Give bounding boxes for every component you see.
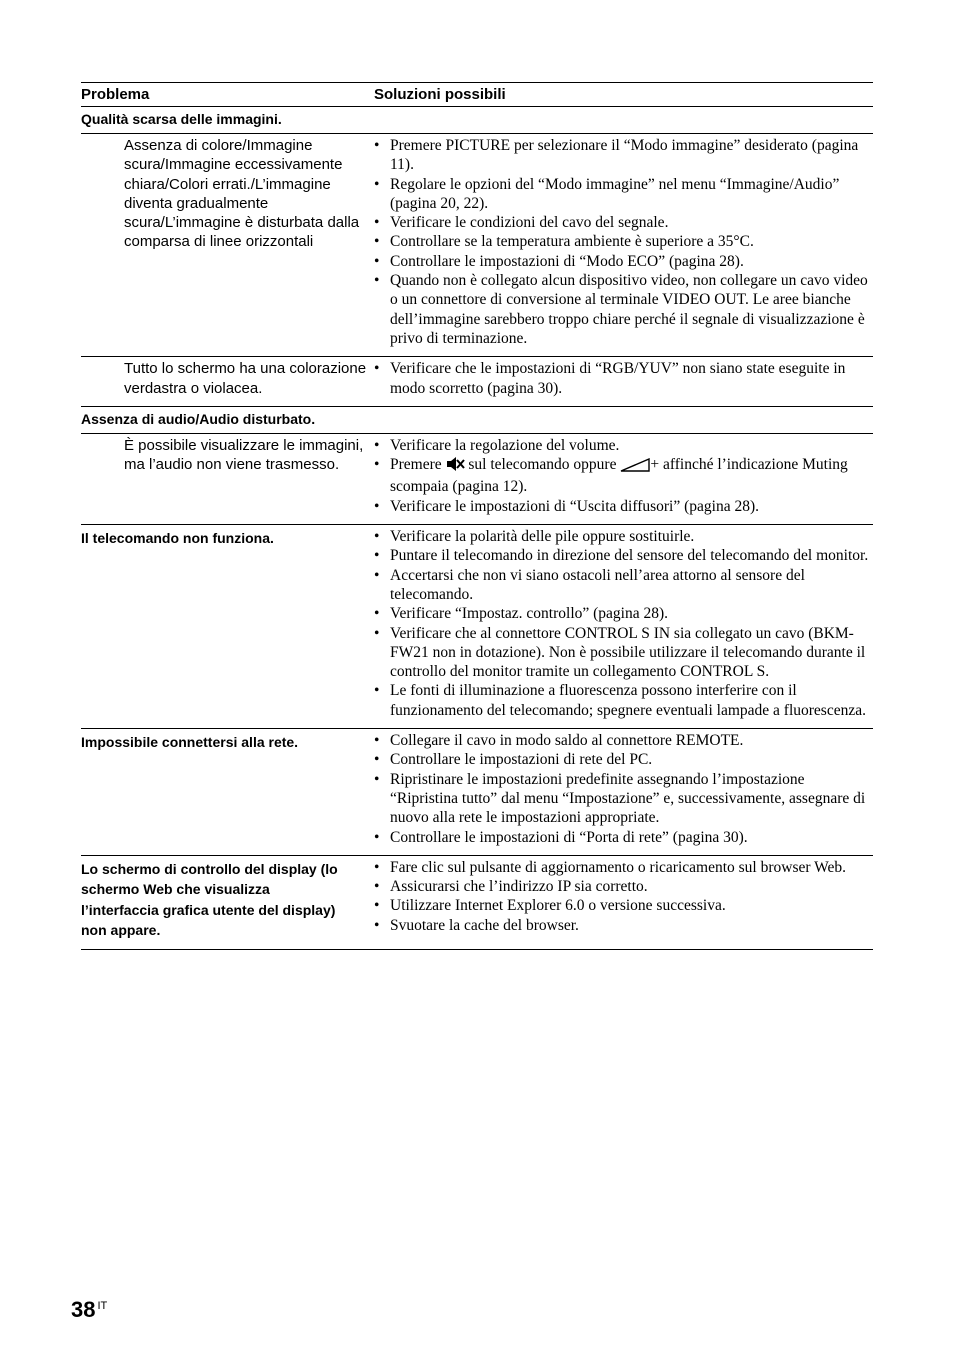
solution-item: • Premere PICTURE per selezionare il “Modo immagine” desiderato (pagina 11). — [374, 136, 873, 175]
solution-item: • Fare clic sul pulsante di aggiornamento o ricaricamento sul browser Web. — [374, 858, 873, 877]
solution-item: • Svuotare la cache del browser. — [374, 916, 873, 935]
solutions-cell — [374, 136, 873, 348]
category-title: Qualità scarsa delle immagini. — [81, 111, 282, 127]
table-row — [81, 433, 873, 524]
category-row — [81, 106, 873, 133]
category-row — [81, 406, 873, 433]
solution-item: • Controllare le impostazioni di rete del PC. — [374, 750, 873, 769]
solution-item: • Verificare “Impostaz. controllo” (pagina 28). — [374, 604, 873, 623]
solution-item: • Accertarsi che non vi siano ostacoli nell’area attorno al sensore del telecomando. — [374, 566, 873, 605]
solution-item: • Utilizzare Internet Explorer 6.0 o versione successiva. — [374, 896, 873, 915]
language-code: IT — [97, 1300, 108, 1312]
category-title: Assenza di audio/Audio disturbato. — [81, 410, 316, 427]
solution-item: • Verificare la regolazione del volume. — [374, 436, 873, 455]
table-row — [81, 855, 873, 950]
solution-item: • Ripristinare le impostazioni predefinite assegnando l’impostazione “Ripristina tutto” dal menu “Impostazione” e, successivamente, assegnare di nuovo alla rete le impostazioni appropriate. — [374, 770, 873, 828]
solution-item: • Verificare che le impostazioni di “RGB/YUV” non siano state eseguite in modo scorretto (pagina 30). — [374, 359, 873, 398]
muting-text-1: Premere — [390, 456, 442, 474]
solutions-cell — [374, 359, 873, 398]
header-problem: Problema — [81, 86, 150, 103]
table-header — [81, 82, 873, 106]
category-title: Lo schermo di controllo del display (lo schermo Web che visualizza l’interfaccia grafica utente del display) non appare. — [81, 860, 338, 939]
muting-text-2: sul telecomando oppure — [468, 456, 617, 474]
solution-item: • Regolare le opzioni del “Modo immagine” nel menu “Immagine/Audio” (pagina 20, 22). — [374, 175, 873, 214]
solution-item: • Assicurarsi che l’indirizzo IP sia corretto. — [374, 877, 873, 896]
solution-item: • Verificare le condizioni del cavo del segnale. — [374, 213, 873, 232]
solutions-cell — [374, 731, 873, 847]
solution-item: • Controllare le impostazioni di “Porta di rete” (pagina 30). — [374, 828, 873, 847]
solutions-cell — [374, 436, 873, 516]
page-footer — [71, 1297, 107, 1323]
solution-item: • Quando non è collegato alcun dispositivo video, non collegare un cavo video o un connettore di conversione al terminale VIDEO OUT. Le aree bianche dell’immagine sarebbero troppo chiare perché il segnale di visualizzazione è privo di terminazione. — [374, 271, 873, 348]
muting-text-3: + affinché l’indicazione Muting scompaia (pagina 12). — [390, 456, 848, 496]
problem-text: È possibile visualizzare le immagini, ma l’audio non viene trasmesso. — [124, 436, 364, 474]
volume-wedge-icon — [620, 458, 650, 477]
category-title: Impossibile connettersi alla rete. — [81, 734, 299, 751]
solution-item: • Verificare le impostazioni di “Uscita diffusori” (pagina 28). — [374, 497, 873, 516]
troubleshooting-table — [81, 82, 873, 950]
header-solutions: Soluzioni possibili — [374, 86, 506, 103]
category-title: Il telecomando non funziona. — [81, 530, 274, 547]
solution-item: • Collegare il cavo in modo saldo al connettore REMOTE. — [374, 731, 873, 750]
solutions-cell — [374, 527, 873, 720]
problem-text: Assenza di colore/Immagine scura/Immagine eccessivamente chiara/Colori errati./L’immagine diventa gradualmente scura/L’immagine è disturbata dalla comparsa di linee orizzontali — [124, 137, 360, 251]
solution-item: • Puntare il telecomando in direzione del sensore del telecomando del monitor. — [374, 546, 873, 565]
table-row — [81, 728, 873, 855]
table-row — [81, 133, 873, 356]
solution-item: • Verificare che al connettore CONTROL S IN sia collegato un cavo (BKM-FW21 non in dotazione). Non è possibile utilizzare il telecomando durante il controllo del monitor tramite un collegamento CONTROL S. — [374, 624, 873, 682]
table-row — [81, 356, 873, 406]
page-number: 38 — [71, 1297, 96, 1322]
solution-item: • Le fonti di illuminazione a fluorescenza possono interferire con il funzionamento del telecomando; spegnere eventuali lampade a fluorescenza. — [374, 681, 873, 720]
solutions-cell — [374, 858, 873, 941]
problem-text: Tutto lo schermo ha una colorazione verdastra o violacea. — [124, 360, 367, 397]
solution-item-muting — [374, 455, 873, 497]
mute-icon — [446, 456, 465, 477]
solution-item: • Controllare se la temperatura ambiente è superiore a 35°C. — [374, 232, 873, 251]
solution-item: • Verificare la polarità delle pile oppure sostituirle. — [374, 527, 873, 546]
solution-item: • Controllare le impostazioni di “Modo ECO” (pagina 28). — [374, 252, 873, 271]
table-row — [81, 524, 873, 728]
